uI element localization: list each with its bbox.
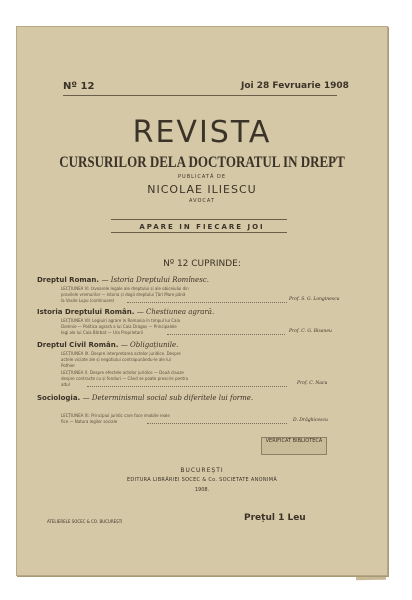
section-line: actele viciate ale și negotiului contrapunându-le ale lui	[61, 357, 171, 362]
contents-heading: Nº 12 CUPRINDE:	[163, 259, 241, 269]
author-name: NICOLAE ILIESCU	[147, 183, 257, 196]
published-by-label: PUBLICATĂ DE	[178, 174, 226, 180]
section-line: LECȚIUNEA VII. Legiuiri agrare în Romania în timpul lui Caia	[61, 318, 181, 323]
section-subtitle: — Obligațiunile.	[120, 341, 179, 349]
section-line: LECȚIUNEA VI. Izvoarele legale ale dreptului și ale obiceiului din	[61, 286, 189, 291]
leader-dots	[167, 334, 285, 335]
author-title: AVOCAT	[189, 198, 215, 204]
leader-dots	[127, 302, 287, 303]
magazine-subtitle: CURSURILOR DELA DOCTORATUL IN DREPT	[59, 152, 345, 171]
section-line: Domnie — Politica agrară a lui Caia Dragoș — Principalele	[61, 324, 177, 329]
section-subtitle: — Istoria Dreptului Romînesc.	[101, 276, 209, 284]
section-heading	[37, 341, 178, 349]
section-author: D. Drăghicescu	[293, 418, 328, 423]
section-line: fice — Natura legilor sociale	[61, 419, 118, 424]
leader-dots	[147, 423, 287, 424]
imprint-year: 1908.	[194, 487, 210, 493]
section-author: Prof. S. G. Longinescu	[289, 297, 340, 302]
section-author: Prof. C. Nacu	[297, 381, 328, 386]
printer-credit: ATELIERELE SOCEC & CO. BUCUREȘTI	[47, 519, 123, 524]
issue-number: Nº 12	[63, 81, 95, 92]
section-title: Dreptul Roman.	[37, 276, 100, 284]
band-rule-top	[111, 219, 287, 220]
section-heading	[37, 308, 214, 316]
imprint-city: BUCUREȘTI	[180, 467, 224, 474]
section-heading	[37, 394, 253, 402]
section-author: Prof. C. G. Bisaneu	[289, 329, 332, 334]
price-label: Prețul 1 Leu	[244, 513, 306, 523]
section-line: LECȚIUNEA XI. Principiul juridic care face imobile reale	[61, 413, 170, 418]
section-line: LECȚIUNEA IX. Despre interpretarea actelor juridice. Despre	[61, 351, 181, 356]
magazine-cover	[16, 26, 388, 576]
section-line: despre contracte cu și fonduri — Când se poate prescrie pentru	[61, 376, 189, 381]
frequency-notice: APARE IN FIECARE JOI	[139, 223, 265, 231]
band-rule-bottom	[111, 232, 287, 233]
section-title: Dreptul Civil Român.	[37, 341, 119, 349]
section-subtitle: — Chestiunea agrară.	[136, 308, 215, 316]
section-line: LECȚIUNEA X. Despre efectele actelor juridice — Două clauze	[61, 370, 184, 375]
section-heading	[37, 276, 209, 284]
section-line: Pothier	[61, 363, 76, 368]
header-rule	[63, 95, 337, 96]
section-title: Istoria Dreptului Român.	[37, 308, 135, 316]
magazine-title: REVISTA	[132, 115, 272, 150]
section-line: altul	[61, 382, 70, 387]
library-stamp: VERIFICAT BIBLIOTECA	[261, 437, 327, 455]
section-title: Sociologia.	[37, 394, 81, 402]
section-line: legi ale lui Caia Bărbat — Ura Proprietarii	[61, 330, 144, 335]
section-subtitle: — Determinismul social sub diferitele lui forme.	[82, 394, 254, 402]
imprint-publisher: EDITURA LIBRĂRIEI SOCEC & Co. SOCIETATE ANONIMĂ	[126, 477, 278, 483]
section-line: pravilele vremurilor — Istoria și dogii dreptului Țări Mare până	[61, 292, 186, 297]
leader-dots	[87, 386, 287, 387]
section-line: la Vasile Lupu (continuare)	[61, 298, 115, 303]
issue-date: Joi 28 Fevruarie 1908	[241, 81, 349, 91]
